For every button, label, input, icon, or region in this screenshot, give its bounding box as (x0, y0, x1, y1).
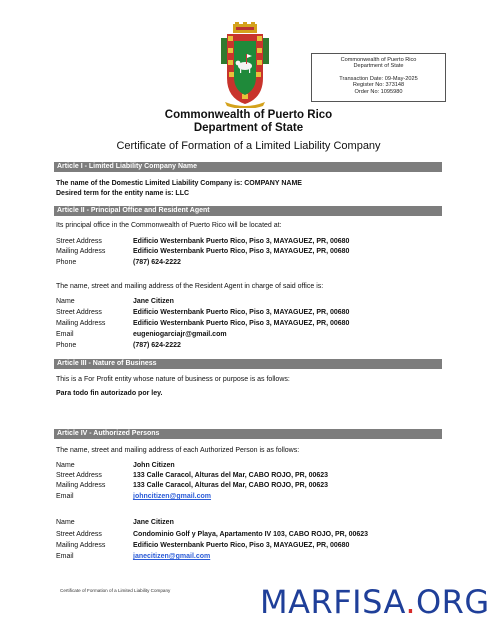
entity-term-line: Desired term for the entity name is: LLC (56, 190, 190, 197)
agent-mailing-value: Edificio Westernbank Puerto Rico, Piso 3, MAYAGUEZ, PR, 00680 (133, 320, 350, 327)
person1-mailing-value: 133 Calle Caracol, Alturas del Mar, CABO ROJO, PR, 00623 (133, 482, 329, 489)
business-nature-intro: This is a For Profit entity whose nature of business or purpose is as follows: (56, 376, 290, 383)
box-line-commonwealth: Commonwealth of Puerto Rico (340, 57, 417, 63)
company-name-line: The name of the Domestic Limited Liability Company is: COMPANY NAME (56, 180, 302, 187)
agent-email-label: Email (56, 331, 74, 338)
person2-name-value: Jane Citizen (133, 519, 174, 526)
agent-phone-label: Phone (56, 342, 77, 349)
person2-name-label: Name (56, 519, 75, 526)
person1-street-value: 133 Calle Caracol, Alturas del Mar, CABO ROJO, PR, 00623 (133, 472, 329, 479)
person2-mailing-value: Edificio Westernbank Puerto Rico, Piso 3, MAYAGUEZ, PR, 00680 (133, 542, 350, 549)
article-4-heading: Article IV - Authorized Persons (54, 429, 442, 439)
person1-email-label: Email (56, 493, 74, 500)
agent-street-value: Edificio Westernbank Puerto Rico, Piso 3, MAYAGUEZ, PR, 00680 (133, 309, 350, 316)
person1-email-link[interactable]: johncitizen@gmail.com (133, 493, 212, 500)
person1-mailing-label: Mailing Address (56, 482, 106, 489)
person1-street-label: Street Address (56, 472, 102, 479)
person1-name-value: John Citizen (133, 462, 175, 469)
business-purpose: Para todo fin autorizado por ley. (56, 390, 163, 397)
article-2-heading: Article II - Principal Office and Resident Agent (54, 206, 442, 216)
marfisa-watermark (260, 583, 490, 621)
title-commonwealth: Commonwealth of Puerto Rico (164, 109, 333, 121)
order-number: Order No: 1095980 (354, 88, 403, 95)
office-phone-value: (787) 624-2222 (133, 259, 181, 266)
agent-name-label: Name (56, 298, 75, 305)
principal-office-intro: Its principal office in the Commonwealth of Puerto Rico will be located at: (56, 222, 282, 229)
watermark-brand: MARFISA (260, 583, 406, 621)
agent-name-value: Jane Citizen (133, 298, 174, 305)
article-3-heading: Article III - Nature of Business (54, 359, 442, 369)
person2-email-label: Email (56, 553, 74, 560)
office-mailing-label: Mailing Address (56, 248, 106, 255)
register-number: Register No: 373148 (352, 82, 405, 89)
agent-mailing-label: Mailing Address (56, 320, 106, 327)
person1-name-label: Name (56, 462, 75, 469)
agent-phone-value: (787) 624-2222 (133, 342, 181, 349)
watermark-dot: . (405, 583, 416, 621)
person2-email-link[interactable]: janecitizen@gmail.com (133, 553, 211, 560)
transaction-date: Transaction Date: 09-May-2025 (339, 75, 418, 82)
agent-street-label: Street Address (56, 309, 102, 316)
office-street-value: Edificio Westernbank Puerto Rico, Piso 3, MAYAGUEZ, PR, 00680 (133, 238, 350, 245)
title-department: Department of State (193, 122, 304, 134)
person2-mailing-label: Mailing Address (56, 542, 106, 549)
office-phone-label: Phone (56, 259, 77, 266)
resident-agent-intro: The name, street and mailing address of the Resident Agent in charge of said office is: (56, 283, 324, 290)
article-1-heading: Article I - Limited Liability Company Name (54, 162, 442, 172)
box-line-department: Department of State (353, 63, 404, 70)
page-footer: Certificate of Formation of a Limited Liability Company (60, 588, 171, 593)
authorized-persons-intro: The name, street and mailing address of each Authorized Person is as follows: (56, 447, 300, 454)
watermark-tld: ORG (415, 583, 490, 621)
office-mailing-value: Edificio Westernbank Puerto Rico, Piso 3, MAYAGUEZ, PR, 00680 (133, 248, 350, 255)
puerto-rico-coat-of-arms-icon (219, 22, 271, 108)
person2-street-label: Street Address (56, 531, 102, 538)
transaction-info-box (311, 53, 446, 102)
person2-street-value: Condominio Golf y Playa, Apartamento IV 103, CABO ROJO, PR, 00623 (133, 531, 369, 538)
agent-email-value: eugeniogarciajr@gmail.com (133, 331, 227, 338)
office-street-label: Street Address (56, 238, 102, 245)
document-subtitle: Certificate of Formation of a Limited Liability Company (116, 140, 381, 152)
